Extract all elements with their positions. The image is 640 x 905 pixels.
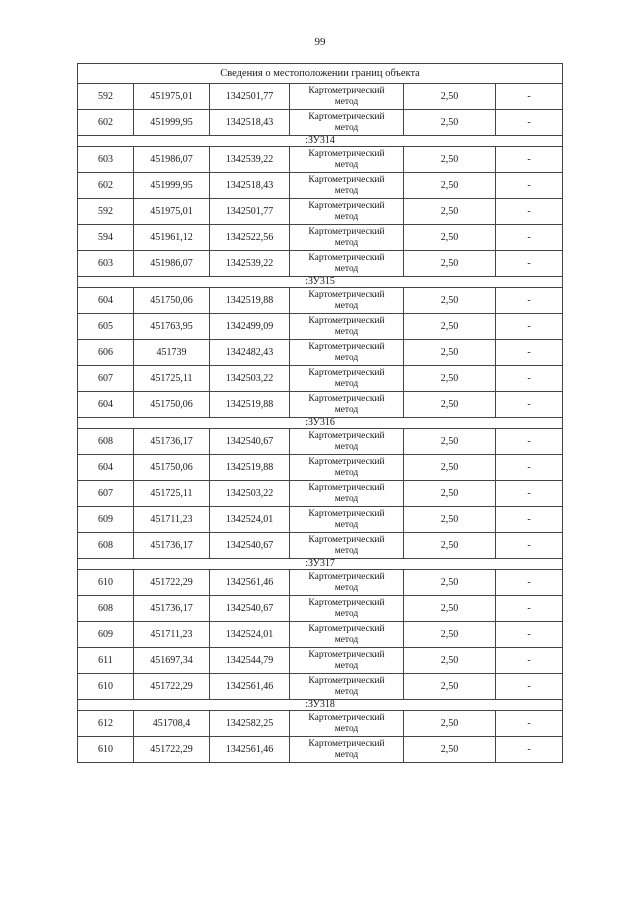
- method-cell: [290, 288, 404, 314]
- note-cell: -: [496, 737, 563, 763]
- method-cell: [290, 314, 404, 340]
- method-line-1: Картометрический: [308, 85, 385, 96]
- y-coordinate-cell: 1342524,01: [210, 507, 290, 533]
- note-cell: -: [496, 570, 563, 596]
- accuracy-cell: 2,50: [404, 366, 496, 392]
- note-cell: -: [496, 392, 563, 418]
- method-line-1: Картометрический: [308, 649, 385, 660]
- method-cell: [290, 429, 404, 455]
- y-coordinate-cell: 1342539,22: [210, 147, 290, 173]
- y-coordinate-cell: 1342501,77: [210, 84, 290, 110]
- table-row: [78, 596, 563, 622]
- method-line-1: Картометрический: [308, 393, 385, 404]
- x-coordinate-cell: 451986,07: [134, 147, 210, 173]
- table-row: [78, 570, 563, 596]
- y-coordinate-cell: 1342503,22: [210, 481, 290, 507]
- point-number-cell: 609: [78, 622, 134, 648]
- method-cell: [290, 366, 404, 392]
- point-number-cell: 607: [78, 366, 134, 392]
- y-coordinate-cell: 1342499,09: [210, 314, 290, 340]
- accuracy-cell: 2,50: [404, 392, 496, 418]
- table-row: [78, 314, 563, 340]
- accuracy-cell: 2,50: [404, 173, 496, 199]
- method-line-2: метод: [334, 122, 359, 133]
- accuracy-cell: 2,50: [404, 314, 496, 340]
- table-body: [78, 64, 563, 763]
- x-coordinate-cell: 451739: [134, 340, 210, 366]
- accuracy-cell: 2,50: [404, 481, 496, 507]
- method-line-1: Картометрический: [308, 174, 385, 185]
- method-line-2: метод: [334, 326, 359, 337]
- accuracy-cell: 2,50: [404, 648, 496, 674]
- point-number-cell: 604: [78, 392, 134, 418]
- method-line-2: метод: [334, 404, 359, 415]
- x-coordinate-cell: 451711,23: [134, 507, 210, 533]
- method-line-2: метод: [334, 519, 359, 530]
- method-line-2: метод: [334, 96, 359, 107]
- section-row: [78, 418, 563, 429]
- table-row: [78, 173, 563, 199]
- method-line-1: Картометрический: [308, 482, 385, 493]
- y-coordinate-cell: 1342561,46: [210, 674, 290, 700]
- method-cell: [290, 110, 404, 136]
- point-number-cell: 592: [78, 199, 134, 225]
- method-line-1: Картометрический: [308, 534, 385, 545]
- y-coordinate-cell: 1342540,67: [210, 596, 290, 622]
- x-coordinate-cell: 451736,17: [134, 429, 210, 455]
- section-row: [78, 136, 563, 147]
- accuracy-cell: 2,50: [404, 110, 496, 136]
- point-number-cell: 608: [78, 533, 134, 559]
- note-cell: -: [496, 533, 563, 559]
- x-coordinate-cell: 451736,17: [134, 533, 210, 559]
- table-row: [78, 251, 563, 277]
- method-cell: [290, 481, 404, 507]
- method-cell: [290, 392, 404, 418]
- point-number-cell: 606: [78, 340, 134, 366]
- note-cell: -: [496, 173, 563, 199]
- method-line-1: Картометрический: [308, 430, 385, 441]
- method-line-1: Картометрический: [308, 597, 385, 608]
- section-row: [78, 277, 563, 288]
- accuracy-cell: 2,50: [404, 674, 496, 700]
- note-cell: -: [496, 314, 563, 340]
- x-coordinate-cell: 451999,95: [134, 173, 210, 199]
- point-number-cell: 605: [78, 314, 134, 340]
- x-coordinate-cell: 451722,29: [134, 570, 210, 596]
- table-row: [78, 84, 563, 110]
- method-cell: [290, 622, 404, 648]
- table-row: [78, 737, 563, 763]
- method-line-1: Картометрический: [308, 200, 385, 211]
- note-cell: -: [496, 429, 563, 455]
- method-cell: [290, 455, 404, 481]
- note-cell: -: [496, 110, 563, 136]
- method-line-2: метод: [334, 723, 359, 734]
- method-line-1: Картометрический: [308, 315, 385, 326]
- point-number-cell: 594: [78, 225, 134, 251]
- method-line-2: метод: [334, 441, 359, 452]
- method-line-2: метод: [334, 237, 359, 248]
- method-cell: [290, 533, 404, 559]
- method-cell: [290, 147, 404, 173]
- note-cell: -: [496, 481, 563, 507]
- note-cell: -: [496, 147, 563, 173]
- table-row: [78, 481, 563, 507]
- y-coordinate-cell: 1342522,56: [210, 225, 290, 251]
- note-cell: -: [496, 366, 563, 392]
- method-cell: [290, 648, 404, 674]
- section-label: :ЗУ315: [78, 277, 563, 288]
- method-cell: [290, 674, 404, 700]
- page-number: 99: [314, 36, 326, 48]
- accuracy-cell: 2,50: [404, 570, 496, 596]
- method-line-2: метод: [334, 352, 359, 363]
- x-coordinate-cell: 451722,29: [134, 737, 210, 763]
- y-coordinate-cell: 1342501,77: [210, 199, 290, 225]
- method-line-2: метод: [334, 634, 359, 645]
- method-cell: [290, 737, 404, 763]
- table-row: [78, 648, 563, 674]
- point-number-cell: 604: [78, 288, 134, 314]
- table-row: [78, 674, 563, 700]
- method-line-2: метод: [334, 467, 359, 478]
- accuracy-cell: 2,50: [404, 147, 496, 173]
- y-coordinate-cell: 1342524,01: [210, 622, 290, 648]
- y-coordinate-cell: 1342519,88: [210, 288, 290, 314]
- point-number-cell: 602: [78, 173, 134, 199]
- note-cell: -: [496, 225, 563, 251]
- y-coordinate-cell: 1342561,46: [210, 570, 290, 596]
- x-coordinate-cell: 451975,01: [134, 199, 210, 225]
- point-number-cell: 610: [78, 737, 134, 763]
- y-coordinate-cell: 1342518,43: [210, 173, 290, 199]
- table-row: [78, 366, 563, 392]
- method-line-2: метод: [334, 211, 359, 222]
- method-line-1: Картометрический: [308, 289, 385, 300]
- y-coordinate-cell: 1342503,22: [210, 366, 290, 392]
- point-number-cell: 604: [78, 455, 134, 481]
- point-number-cell: 608: [78, 596, 134, 622]
- note-cell: -: [496, 711, 563, 737]
- section-label: :ЗУ316: [78, 418, 563, 429]
- table-row: [78, 507, 563, 533]
- table-row: [78, 199, 563, 225]
- x-coordinate-cell: 451750,06: [134, 288, 210, 314]
- y-coordinate-cell: 1342544,79: [210, 648, 290, 674]
- method-cell: [290, 570, 404, 596]
- y-coordinate-cell: 1342518,43: [210, 110, 290, 136]
- accuracy-cell: 2,50: [404, 507, 496, 533]
- method-line-2: метод: [334, 378, 359, 389]
- x-coordinate-cell: 451736,17: [134, 596, 210, 622]
- table-row: [78, 622, 563, 648]
- point-number-cell: 608: [78, 429, 134, 455]
- section-row: [78, 700, 563, 711]
- y-coordinate-cell: 1342519,88: [210, 392, 290, 418]
- accuracy-cell: 2,50: [404, 340, 496, 366]
- note-cell: -: [496, 340, 563, 366]
- method-line-1: Картометрический: [308, 712, 385, 723]
- method-line-2: метод: [334, 582, 359, 593]
- table-row: [78, 110, 563, 136]
- method-line-2: метод: [334, 608, 359, 619]
- method-line-1: Картометрический: [308, 367, 385, 378]
- x-coordinate-cell: 451763,95: [134, 314, 210, 340]
- accuracy-cell: 2,50: [404, 622, 496, 648]
- table-row: [78, 455, 563, 481]
- table-row: [78, 711, 563, 737]
- section-label: :ЗУ317: [78, 559, 563, 570]
- accuracy-cell: 2,50: [404, 711, 496, 737]
- x-coordinate-cell: 451725,11: [134, 481, 210, 507]
- table-row: [78, 225, 563, 251]
- table-row: [78, 429, 563, 455]
- table-row: [78, 533, 563, 559]
- x-coordinate-cell: 451750,06: [134, 455, 210, 481]
- note-cell: -: [496, 622, 563, 648]
- method-cell: [290, 340, 404, 366]
- table-header-row: [78, 64, 563, 84]
- method-line-2: метод: [334, 159, 359, 170]
- point-number-cell: 603: [78, 147, 134, 173]
- accuracy-cell: 2,50: [404, 288, 496, 314]
- x-coordinate-cell: 451999,95: [134, 110, 210, 136]
- method-line-2: метод: [334, 300, 359, 311]
- table-row: [78, 147, 563, 173]
- method-line-1: Картометрический: [308, 571, 385, 582]
- method-line-2: метод: [334, 545, 359, 556]
- method-line-1: Картометрический: [308, 738, 385, 749]
- method-line-1: Картометрический: [308, 675, 385, 686]
- y-coordinate-cell: 1342561,46: [210, 737, 290, 763]
- method-line-1: Картометрический: [308, 623, 385, 634]
- section-row: [78, 559, 563, 570]
- x-coordinate-cell: 451722,29: [134, 674, 210, 700]
- method-cell: [290, 199, 404, 225]
- method-line-2: метод: [334, 686, 359, 697]
- accuracy-cell: 2,50: [404, 225, 496, 251]
- method-line-2: метод: [334, 493, 359, 504]
- accuracy-cell: 2,50: [404, 84, 496, 110]
- point-number-cell: 603: [78, 251, 134, 277]
- method-cell: [290, 596, 404, 622]
- note-cell: -: [496, 455, 563, 481]
- method-cell: [290, 711, 404, 737]
- method-line-1: Картометрический: [308, 456, 385, 467]
- point-number-cell: 602: [78, 110, 134, 136]
- point-number-cell: 610: [78, 570, 134, 596]
- accuracy-cell: 2,50: [404, 737, 496, 763]
- method-line-1: Картометрический: [308, 508, 385, 519]
- accuracy-cell: 2,50: [404, 596, 496, 622]
- method-cell: [290, 225, 404, 251]
- note-cell: -: [496, 251, 563, 277]
- table-row: [78, 288, 563, 314]
- point-number-cell: 611: [78, 648, 134, 674]
- x-coordinate-cell: 451750,06: [134, 392, 210, 418]
- section-label: :ЗУ318: [78, 700, 563, 711]
- point-number-cell: 610: [78, 674, 134, 700]
- accuracy-cell: 2,50: [404, 199, 496, 225]
- method-line-1: Картометрический: [308, 148, 385, 159]
- section-label: :ЗУ314: [78, 136, 563, 147]
- y-coordinate-cell: 1342539,22: [210, 251, 290, 277]
- x-coordinate-cell: 451708,4: [134, 711, 210, 737]
- point-number-cell: 609: [78, 507, 134, 533]
- method-line-2: метод: [334, 185, 359, 196]
- method-line-1: Картометрический: [308, 226, 385, 237]
- note-cell: -: [496, 507, 563, 533]
- method-cell: [290, 251, 404, 277]
- method-cell: [290, 84, 404, 110]
- y-coordinate-cell: 1342482,43: [210, 340, 290, 366]
- note-cell: -: [496, 288, 563, 314]
- method-cell: [290, 173, 404, 199]
- table-row: [78, 340, 563, 366]
- note-cell: -: [496, 199, 563, 225]
- method-cell: [290, 507, 404, 533]
- x-coordinate-cell: 451961,12: [134, 225, 210, 251]
- accuracy-cell: 2,50: [404, 251, 496, 277]
- accuracy-cell: 2,50: [404, 533, 496, 559]
- method-line-2: метод: [334, 660, 359, 671]
- method-line-1: Картометрический: [308, 341, 385, 352]
- y-coordinate-cell: 1342519,88: [210, 455, 290, 481]
- boundary-coordinates-table: [77, 63, 563, 763]
- x-coordinate-cell: 451711,23: [134, 622, 210, 648]
- accuracy-cell: 2,50: [404, 455, 496, 481]
- x-coordinate-cell: 451975,01: [134, 84, 210, 110]
- point-number-cell: 592: [78, 84, 134, 110]
- table-header: Сведения о местоположении границ объекта: [78, 64, 563, 84]
- y-coordinate-cell: 1342540,67: [210, 533, 290, 559]
- note-cell: -: [496, 674, 563, 700]
- note-cell: -: [496, 596, 563, 622]
- x-coordinate-cell: 451986,07: [134, 251, 210, 277]
- method-line-1: Картометрический: [308, 252, 385, 263]
- point-number-cell: 612: [78, 711, 134, 737]
- x-coordinate-cell: 451725,11: [134, 366, 210, 392]
- x-coordinate-cell: 451697,34: [134, 648, 210, 674]
- note-cell: -: [496, 84, 563, 110]
- method-line-2: метод: [334, 749, 359, 760]
- accuracy-cell: 2,50: [404, 429, 496, 455]
- table-row: [78, 392, 563, 418]
- method-line-1: Картометрический: [308, 111, 385, 122]
- note-cell: -: [496, 648, 563, 674]
- y-coordinate-cell: 1342582,25: [210, 711, 290, 737]
- point-number-cell: 607: [78, 481, 134, 507]
- y-coordinate-cell: 1342540,67: [210, 429, 290, 455]
- method-line-2: метод: [334, 263, 359, 274]
